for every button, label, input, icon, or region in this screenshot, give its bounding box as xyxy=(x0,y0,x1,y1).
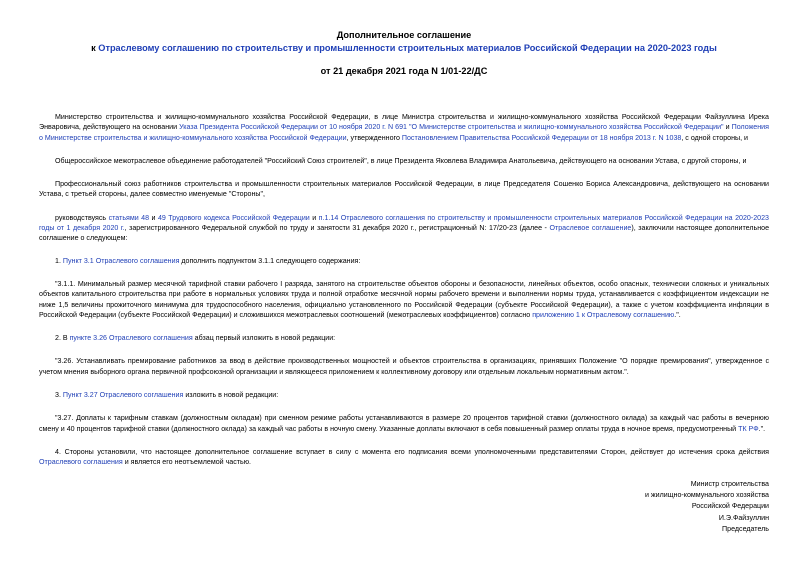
paragraph-item-2 xyxy=(39,333,769,343)
ministry-regulation-link[interactable]: Положения о Министерстве строительства и жилищно-коммунального хозяйства Российской Федерации xyxy=(39,123,769,142)
paragraph-clause-3-26: "3.26. Устанавливать премирование работников за ввод в действие производственных мощностей и объектов строительства в организациях, принявших Положение "О порядке премирования", утвержденное с учетом мнения выборного органа первичной профсоюзной организации и являющееся приложением к коллективному договору или отдельным локальным нормативным актом.". xyxy=(39,357,769,376)
text: 3. xyxy=(55,391,63,400)
industry-agreement-validity-link[interactable]: Отраслевого соглашения xyxy=(39,458,123,467)
article-48-link[interactable]: статьями 48 xyxy=(108,213,150,222)
signature-line: Председатель xyxy=(722,524,769,533)
text: .". xyxy=(758,424,766,433)
paragraph-clause-3-27 xyxy=(39,413,769,434)
signature-line: Российской Федерации xyxy=(691,502,769,511)
clause-3-27-link[interactable]: Пункт 3.27 Отраслевого соглашения xyxy=(62,391,184,400)
signature-line: Министр строительства xyxy=(690,480,769,488)
text: , зарегистрированного Федеральной службой по труду и занятости 31 декабря 2020 г., регистрационный N: 17/20-23 (далее - xyxy=(124,224,550,233)
paragraph-guided-by xyxy=(39,213,769,244)
clause-3-26-link[interactable]: пункте 3.26 Отраслевого соглашения xyxy=(69,334,193,343)
document-date: от 21 декабря 2021 года N 1/01-22/ДС xyxy=(320,66,488,76)
text: изложить в новой редакции: xyxy=(183,391,279,400)
text: руководствуясь xyxy=(55,213,109,222)
paragraph-union-builders: Общероссийское межотраслевое объединение работодателей "Российский Союз строителей", в лице Президента Яковлева Владимира Анатольевича, действующего на основании Устава, с другой стороны, и xyxy=(55,156,747,165)
industry-agreement-link[interactable]: Отраслевому соглашению по строительству и промышленности строительных материалов Российской Федерации на 2020-2023 годы xyxy=(98,43,717,53)
text: и xyxy=(723,123,732,132)
text: и является его неотъемлемой частью. xyxy=(122,458,252,467)
text: и xyxy=(309,213,319,222)
text: "3.1.1. Минимальный размер месячной тарифной ставки рабочего I разряда, занятого на строительстве объектов обороны и безопасности, линейных объектов, особо опасных, технически сложных и уникальных объектов капитального строительства при работе в нормальных условиях труда и полной отработке месячной нормы рабочего времени и выполнении нормы труда, устанавливается с коэффициентом индексации не ниже 1,5 величины прожиточного минимума для трудоспособного населения, официально установленного по Российской Федерации (субъекте Российской Федерации), а также с учетом коэффициента инфляции в Российской Федерации (субъекте Российской Федерации) и сложившихся межотраслевых соотношений (межотраслевых коэффициентов) согласно xyxy=(39,279,769,319)
paragraph-item-1 xyxy=(39,256,769,266)
appendix-1-link[interactable]: приложению 1 к Отраслевому соглашению xyxy=(532,310,675,319)
paragraph-trade-union: Профессиональный союз работников строительства и промышленности строительных материалов Российской Федерации, в лице Председателя Сошенко Бориса Александровича, действующего на основании Устава, с третьей стороны, далее совместно именуемые "Стороны", xyxy=(39,180,769,199)
text: , утвержденного xyxy=(346,133,402,142)
signature-block xyxy=(645,479,769,535)
text: 1. xyxy=(55,256,63,265)
text: абзац первый изложить в новой редакции: xyxy=(192,334,336,343)
text: ), заключили настоящее дополнительное соглашение о следующем: xyxy=(39,224,770,243)
industry-agreement-short-link[interactable]: Отраслевое соглашение xyxy=(549,224,632,233)
agreement-clause-1-14-link[interactable]: п.1.14 Отраслевого соглашения по строительству и промышленности строительных материалов Российской Федерации на 2020-2023 годы от 1 декабря 2020 г. xyxy=(39,213,769,233)
subtitle-prefix: к xyxy=(91,43,99,53)
paragraph-item-3 xyxy=(39,390,769,400)
document-subtitle xyxy=(39,42,769,54)
labor-code-short-link[interactable]: ТК РФ xyxy=(738,424,759,433)
signature-name: И.Э.Файзуллин xyxy=(718,513,769,522)
text: 4. Стороны установили, что настоящее дополнительное соглашение вступает в силу с момента его подписания всеми уполномоченными представителями Сторон, действует до истечения срока действия xyxy=(55,447,769,456)
text: .". xyxy=(674,310,681,319)
paragraph-clause-3-1-1 xyxy=(39,279,769,320)
labor-code-link[interactable]: 49 Трудового кодекса Российской Федерации xyxy=(157,213,310,222)
text: "3.27. Доплаты к тарифным ставкам (должностным окладам) при сменном режиме работы устанавливаются в размере 20 процентов тарифной ставки (должностного оклада) за каждый час работы в вечернюю смену и 40 процентов тарифной ставки (должностного оклада) за каждый час работы в ночную смену. Указанные доплаты включают в себя повышенный размер оплаты труда в ночное время, предусмотренный xyxy=(39,414,769,433)
president-decree-link[interactable]: Указа Президента Российской Федерации от 10 ноября 2020 г. N 691 "О Министерстве строительства и жилищно-коммунального хозяйства Российской Федерации" xyxy=(179,123,724,132)
clause-3-1-link[interactable]: Пункт 3.1 Отраслевого соглашения xyxy=(62,256,180,265)
text: 2. В xyxy=(55,334,70,343)
text: Министерство строительства и жилищно-коммунального хозяйства Российской Федерации, в лице Министра строительства и жилищно-коммунального хозяйства Российской Федерации Файзуллина Ирека Энваровича, действующего на основании xyxy=(39,113,769,132)
text: и xyxy=(149,213,158,222)
paragraph-item-4 xyxy=(39,447,769,468)
text: , с одной стороны, и xyxy=(681,133,749,142)
document-title: Дополнительное соглашение xyxy=(336,30,472,40)
paragraph-ministry xyxy=(39,112,769,143)
text: дополнить подпунктом 3.1.1 следующего содержания: xyxy=(179,256,361,265)
government-resolution-link[interactable]: Постановлением Правительства Российской Федерации от 18 ноября 2013 г. N 1038 xyxy=(401,133,682,142)
signature-line: и жилищно-коммунального хозяйства xyxy=(644,491,769,500)
